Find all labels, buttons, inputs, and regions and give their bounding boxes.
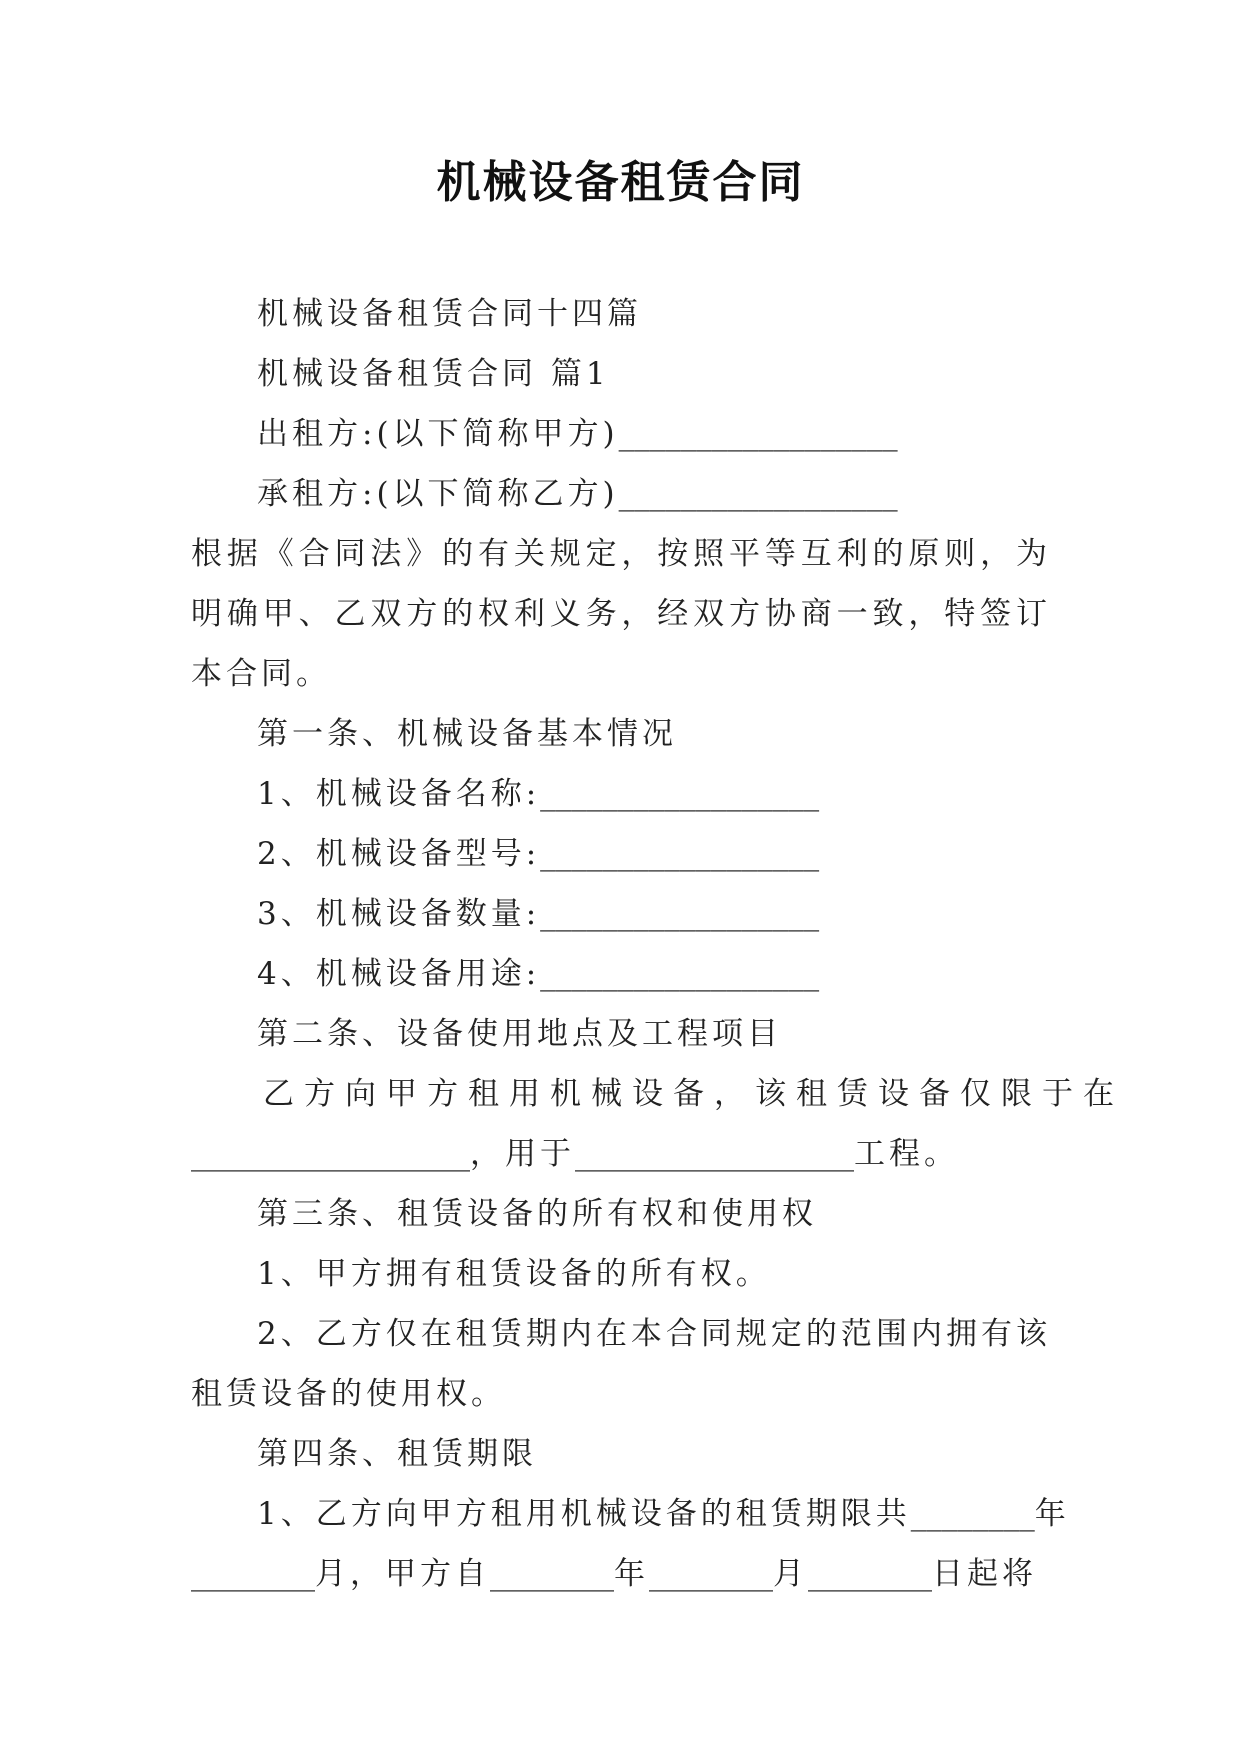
document-body xyxy=(191,284,1124,1604)
usage-right-clause: 2、乙方仅在租赁期内在本合同规定的范围内拥有该租赁设备的使用权。 xyxy=(191,1316,1051,1412)
article-2-text-line2 xyxy=(191,1124,1051,1184)
section-heading-line: 机械设备租赁合同 篇1 xyxy=(257,356,610,392)
lease-term-line1 xyxy=(191,1484,1070,1544)
used-for-text: ，用于 xyxy=(470,1136,575,1172)
equipment-quantity-line xyxy=(191,884,1051,944)
document-title: 机械设备租赁合同 xyxy=(436,157,805,208)
project-blank: __________________ xyxy=(575,1136,854,1172)
lessor-label: 出租方:(以下简称甲方) xyxy=(257,416,619,452)
lessee-line xyxy=(191,464,1051,524)
preamble-paragraph: 根据《合同法》的有关规定，按照平等互利的原则，为明确甲、乙双方的权利义务，经双方协商一致，特签订本合同。 xyxy=(191,536,1051,692)
article-1-heading: 第一条、机械设备基本情况 xyxy=(257,716,677,752)
equipment-usage-blank: __________________ xyxy=(540,956,820,992)
equipment-usage-label: 4、机械设备用途: xyxy=(257,956,541,992)
lease-term-text: 1、乙方向甲方租用机械设备的租赁期限共 xyxy=(257,1496,911,1532)
lease-years-blank: ________ xyxy=(910,1496,1035,1532)
lessee-label: 承租方:(以下简称乙方) xyxy=(257,476,619,512)
subtitle-line: 机械设备租赁合同十四篇 xyxy=(257,296,642,332)
equipment-name-line xyxy=(191,764,1051,824)
project-suffix: 工程。 xyxy=(854,1136,959,1172)
equipment-model-label: 2、机械设备型号: xyxy=(257,836,541,872)
lessee-blank: __________________ xyxy=(618,476,898,512)
equipment-quantity-label: 3、机械设备数量: xyxy=(257,896,541,932)
month-text: 月 xyxy=(773,1556,808,1592)
lessor-blank: __________________ xyxy=(618,416,898,452)
day-text: 日起将 xyxy=(932,1556,1037,1592)
article-3-heading: 第三条、租赁设备的所有权和使用权 xyxy=(257,1196,817,1232)
lessor-line xyxy=(191,404,1051,464)
ownership-clause: 1、甲方拥有租赁设备的所有权。 xyxy=(257,1256,771,1292)
year-text: 年 xyxy=(614,1556,649,1592)
equipment-model-line xyxy=(191,824,1051,884)
article-2-text-line1: 乙方向甲方租用机械设备，该租赁设备仅限于在 xyxy=(263,1076,1124,1112)
equipment-name-label: 1、机械设备名称: xyxy=(257,776,541,812)
article-4-heading: 第四条、租赁期限 xyxy=(257,1436,537,1472)
article-2-heading: 第二条、设备使用地点及工程项目 xyxy=(257,1016,782,1052)
equipment-usage-line xyxy=(191,944,1051,1004)
equipment-name-blank: __________________ xyxy=(540,776,820,812)
location-blank: __________________ xyxy=(191,1136,470,1172)
lease-months-blank: ________ xyxy=(191,1556,315,1592)
year-unit: 年 xyxy=(1034,1496,1070,1532)
lease-term-line2 xyxy=(191,1544,1051,1604)
month-from-text: 月，甲方自 xyxy=(315,1556,490,1592)
start-month-blank: ________ xyxy=(649,1556,773,1592)
equipment-model-blank: __________________ xyxy=(540,836,820,872)
equipment-quantity-blank: __________________ xyxy=(540,896,820,932)
start-day-blank: ________ xyxy=(808,1556,932,1592)
start-year-blank: ________ xyxy=(490,1556,614,1592)
